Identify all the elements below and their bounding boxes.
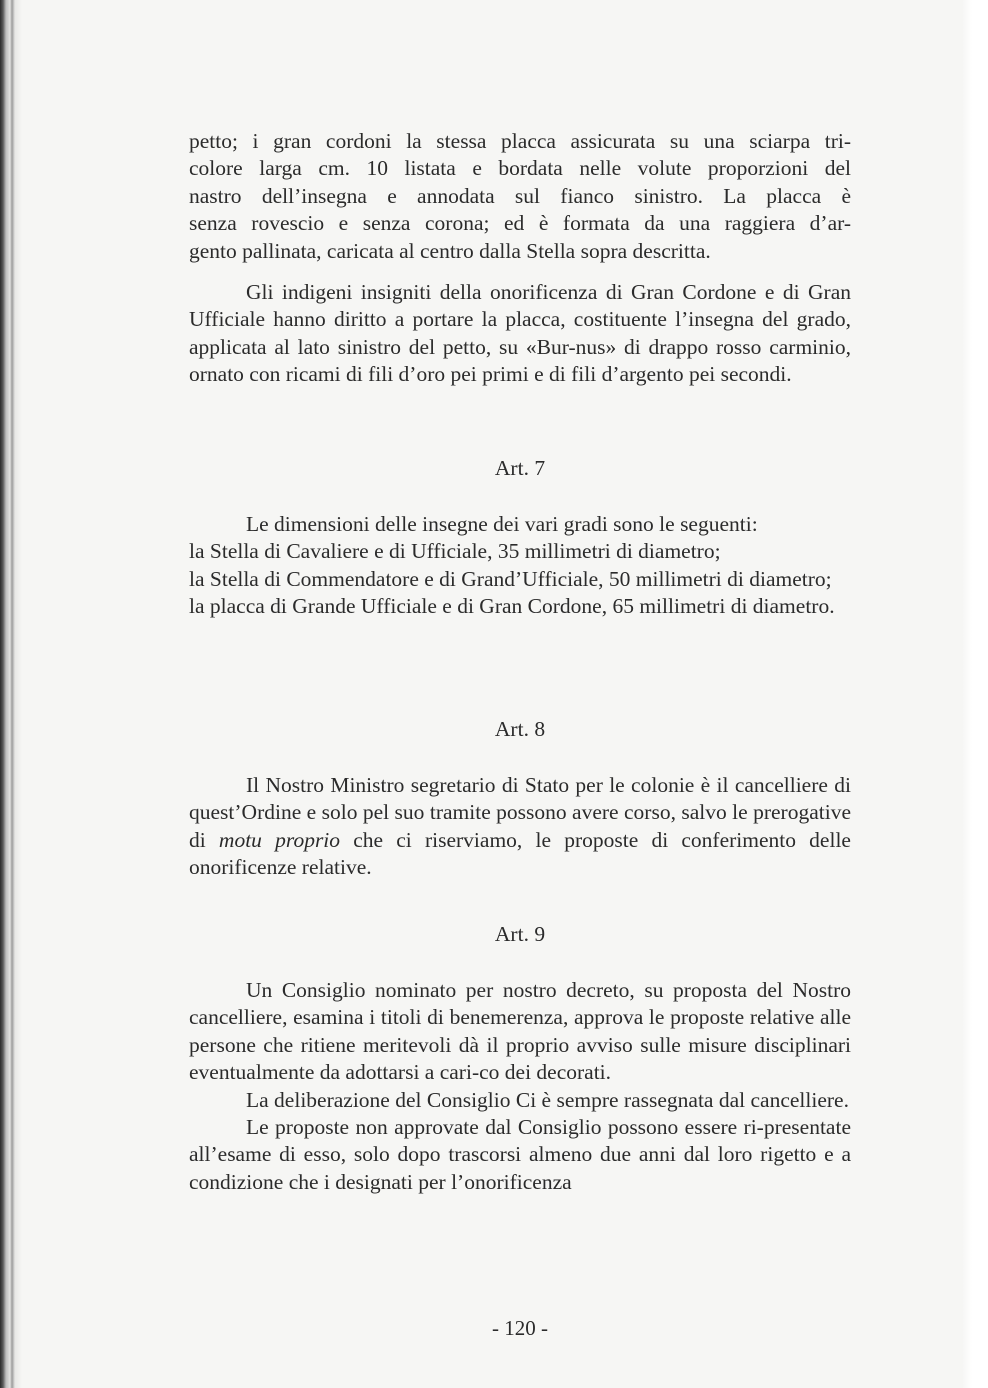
page-number: - 120 - [492,1316,548,1340]
text-line: senza rovescio e senza corona; ed è formata da una raggiera d’ar- [189,211,851,236]
article-7-item-3: la placca di Grande Ufficiale e di Gran Cordone, 65 millimetri di diametro. [189,594,835,619]
article-7-intro: Le dimensioni delle insegne dei vari gradi sono le seguenti: [246,512,758,536]
article-7-body [189,511,851,621]
article-8-heading: Art. 8 [494,717,546,741]
article-9-paragraph-2: La deliberazione del Consiglio Ci è sempre rassegnata dal cancelliere. [246,1087,849,1112]
text-line: gento pallinata, caricata al centro dalla Stella sopra descritta. [189,238,711,263]
binding-gutter-shadow [0,0,22,1388]
article-9-paragraph-3: Le proposte non approvate dal Consiglio possono essere ri-presentate all’esame di esso, solo dopo trascorsi almeno due anni dal loro rigetto e a condizione che i designati per l’onorificenza [189,1115,851,1194]
article-8-body [189,772,851,882]
article-7-heading: Art. 7 [494,456,546,480]
indigeni-paragraph [189,279,851,389]
article-8-italic-phrase: motu proprio [218,827,341,852]
text-line: petto; i gran cordoni la stessa placca assicurata su una sciarpa tri- [189,129,851,153]
article-8-text-before: Il Nostro Ministro segretario di Stato per le colonie è il cancelliere di quest’Ordine e solo pel suo tramite possono avere corso, salvo le prerogative di [189,773,851,852]
article-8-text-after: che ci riserviamo, le proposte di conferimento delle onorificenze relative. [189,827,851,880]
text-line: nastro dell’insegna e annodata sul fianco sinistro. La placca è [189,183,851,208]
article-8-paragraph [189,772,851,882]
continuation-paragraph [189,128,851,265]
article-7-item-1: la Stella di Cavaliere e di Ufficiale, 35 millimetri di diametro; [189,539,721,564]
paragraph-text: Gli indigeni insigniti della onorificenza di Gran Cordone e di Gran Ufficiale hanno diritto a portare la placca, costituente l’insegna del grado, applicata al lato sinistro del petto, su «Bur-nus» di drappo rosso carminio, ornato con ricami di fili d’oro pei primi e di fili d’argento pei secondi. [189,280,851,387]
article-9-paragraph-1: Un Consiglio nominato per nostro decreto, su proposta del Nostro cancelliere, esamina i titoli di benemerenza, approva le proposte relative alle persone che ritiene meritevoli dà il proprio avviso sulle misure disciplinari eventualmente da adottarsi a cari-co dei decorati. [189,978,851,1085]
article-9-heading: Art. 9 [494,922,546,946]
text-line: colore larga cm. 10 listata e bordata nelle volute proporzioni del [189,156,851,181]
page-edge [962,0,988,1388]
article-9-body [189,977,851,1196]
article-7-item-2: la Stella di Commendatore e di Grand’Ufficiale, 50 millimetri di diametro; [189,566,832,591]
